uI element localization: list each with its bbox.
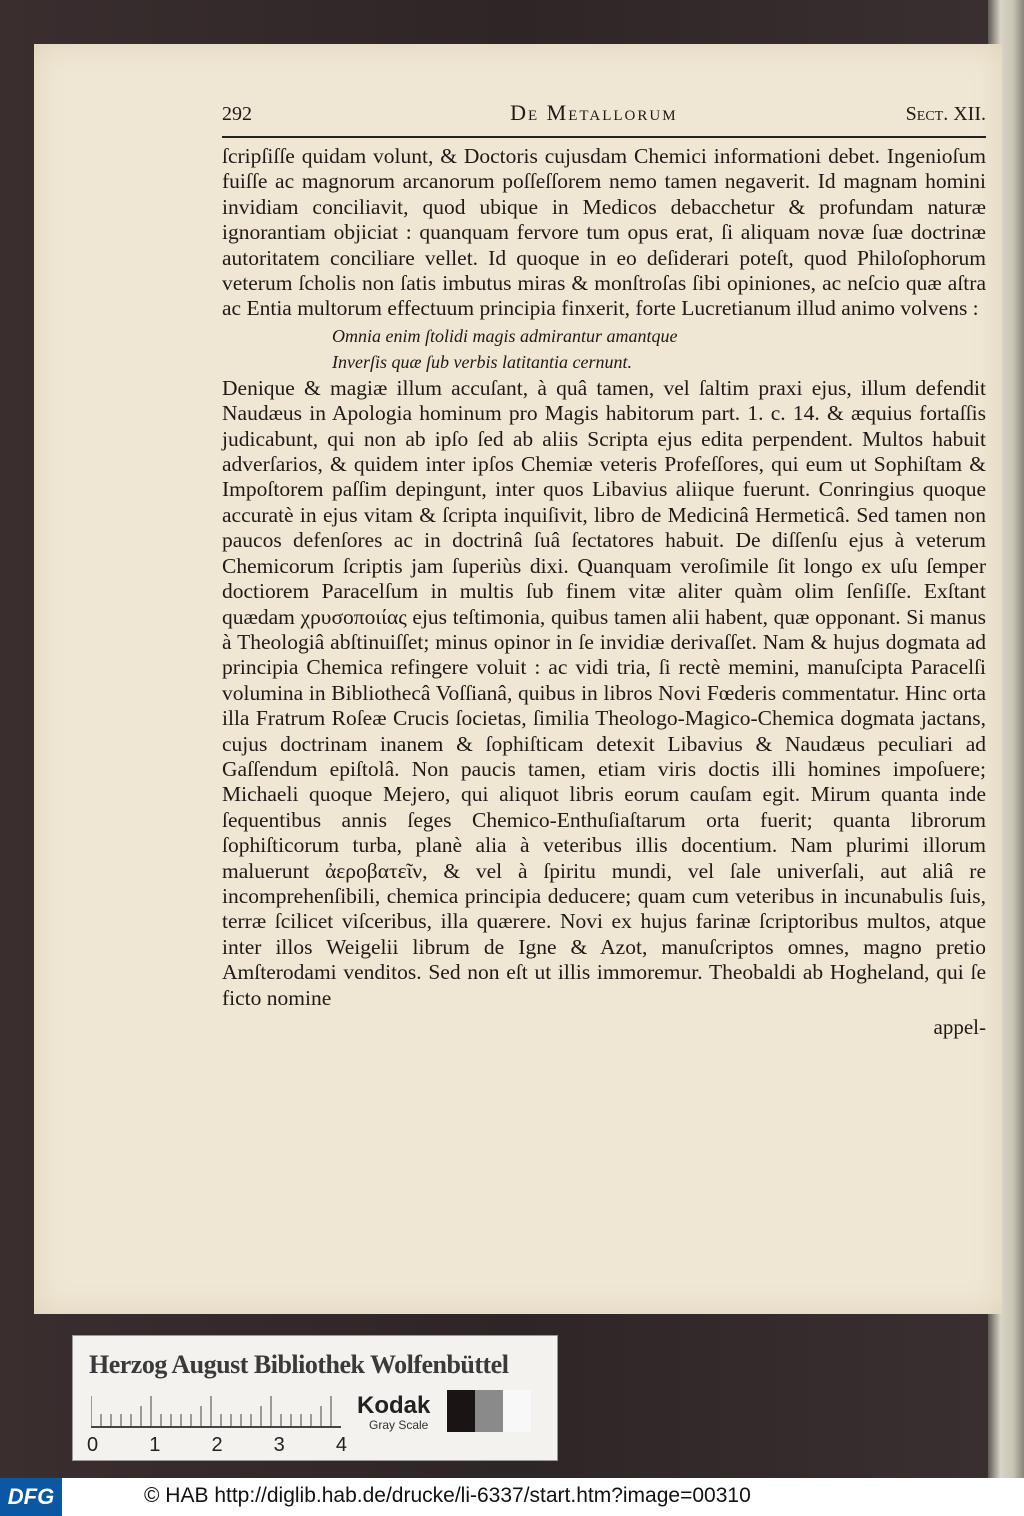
running-head <box>222 100 986 134</box>
catchword: appel- <box>933 1015 986 1039</box>
ruler <box>91 1396 341 1428</box>
swatch-black <box>447 1390 475 1432</box>
ruler-label: 3 <box>273 1434 285 1456</box>
verse-line-2: Inverſis quæ ſub verbis latitantia cernunt. <box>332 351 632 372</box>
ruler-label: 4 <box>335 1434 347 1456</box>
section-label: Sect. XII. <box>905 103 986 125</box>
gray-scale-label: Gray Scale <box>369 1418 429 1432</box>
swatch-white <box>503 1390 531 1432</box>
ruler-label: 1 <box>149 1434 161 1456</box>
body-text <box>222 144 986 1040</box>
verse-line-1: Omnia enim ſtolidi magis admirantur amantque <box>332 325 678 346</box>
kodak-logo: Kodak <box>357 1392 431 1419</box>
running-title: De Metallorum <box>510 100 678 125</box>
head-rule <box>222 136 986 138</box>
page-content <box>222 100 986 1220</box>
copyright-link[interactable]: © HAB http://diglib.hab.de/drucke/li-6337/start.htm?image=00310 <box>144 1484 751 1507</box>
book-page <box>34 44 1002 1314</box>
paragraph-1: ſcripſiſſe quidam volunt, & Doctoris cujusdam Chemici informationi debet. Ingenioſum fuiſſe ac magnorum arcanorum poſſeſſorem nemo tamen negaverit. Id magnam homini invidiam conciliavit, quod ubique in Medicos debacchetur & profundam naturæ ignorantiam objiciat : quanquam fervore tum opus erat, ſi aliquam novæ ſuæ doctrinæ autoritatem conciliare vellet. Id quoque in eo deſiderari poteſt, quod Philoſophorum veterum ſcholis non ſatis imbutus miras & monſtroſas ſibi opiniones, ac neſcio quæ aſtra ac Entia multorum effectuum principia finxerit, forte Lucretianum illud animo volvens : <box>222 144 986 321</box>
ruler-label: 0 <box>87 1434 99 1456</box>
gray-swatches <box>447 1390 531 1432</box>
swatch-gray <box>475 1390 503 1432</box>
paragraph-2: Denique & magiæ illum accuſant, à quâ tamen, vel ſaltim praxi ejus, illum defendit Naudæus in Apologia hominum pro Magis habitorum part. 1. c. 14. & æquius fortaſſis judicabunt, qui non ab ipſo ſed ab aliis Scripta ejus edita perpendent. Multos habuit adverſarios, & quidem inter ipſos Chemiæ veteris Profeſſores, qui eum ut Sophiſtam & Impoſtorem paſſim depingunt, inter quos Libavius aliique fuerunt. Conringius quoque accuratè in ejus vitam & ſcripta inquiſivit, libro de Medicinâ Hermeticâ. Sed tamen non paucos defenſores ac in doctrinâ ſuâ ſectatores habuit. De diſſenſu ejus à veterum Chemicorum ſcriptis jam ſuperiùs dixi. Quanquam veroſimile ſit longo ex uſu ſemper doctiorem Paracelſum in multis ſub finem vitæ aliter quàm olim ſenſiſſe. Exſtant quædam χρυσοποιίας ejus teſtimonia, quibus tamen alii habent, quæ opponant. Si manus à Theologiâ abſtinuiſſet; minus opinor in ſe invidiæ derivaſſet. Nam & hujus dogmata ad principia Chemica refingere voluit : ac vidi tria, ſi rectè memini, manuſcipta Paracelſi volumina in Bibliothecâ Voſſianâ, quibus in libros Novi Fœderis commentatur. Hinc orta illa Fratrum Roſeæ Crucis ſocietas, ſimilia Theologo-Magico-Chemica dogmata jactans, cujus doctrinam inanem & ſophiſticam detexit Libavius & Naudæus peculiari ad Gaſſendum epiſtolâ. Non paucis tamen, etiam viris doctis illi homines impoſuere; Michaeli quoque Mejero, qui aliquot libris eorum cauſam egit. Mirum quanta inde ſequentibus annis ſeges Chemico-Enthuſiaſtarum orta fuerit; quanta librorum ſophiſticorum turba, planè alia à veteribus illis docentium. Nam plurimi illorum maluerunt ἀεροβατεῖν, & vel à ſpiritu mundi, vel ſale univerſali, aut aliâ re incomprehenſibili, chemica principia deducere; quam cum veteribus in incunabulis ſuis, terræ ſcilicet viſceribus, illa quærere. Novi ex hujus farinæ ſcriptoribus multos, atque inter illos Weigelii librum de Igne & Azot, manuſcriptos omnes, magno pretio Amſterodami venditos. Sed non eſt ut illis immoremur. Theobaldi ab Hogheland, qui ſe ficto nomine <box>222 375 986 1010</box>
library-card <box>72 1335 558 1461</box>
page-number: 292 <box>222 103 252 125</box>
ruler-labels <box>87 1434 347 1457</box>
ruler-ticks <box>91 1396 341 1426</box>
ruler-label: 2 <box>211 1434 223 1456</box>
footer-bar <box>0 1478 1024 1516</box>
library-name: Herzog August Bibliothek Wolfenbüttel <box>89 1350 509 1379</box>
dfg-logo: DFG <box>0 1478 62 1516</box>
